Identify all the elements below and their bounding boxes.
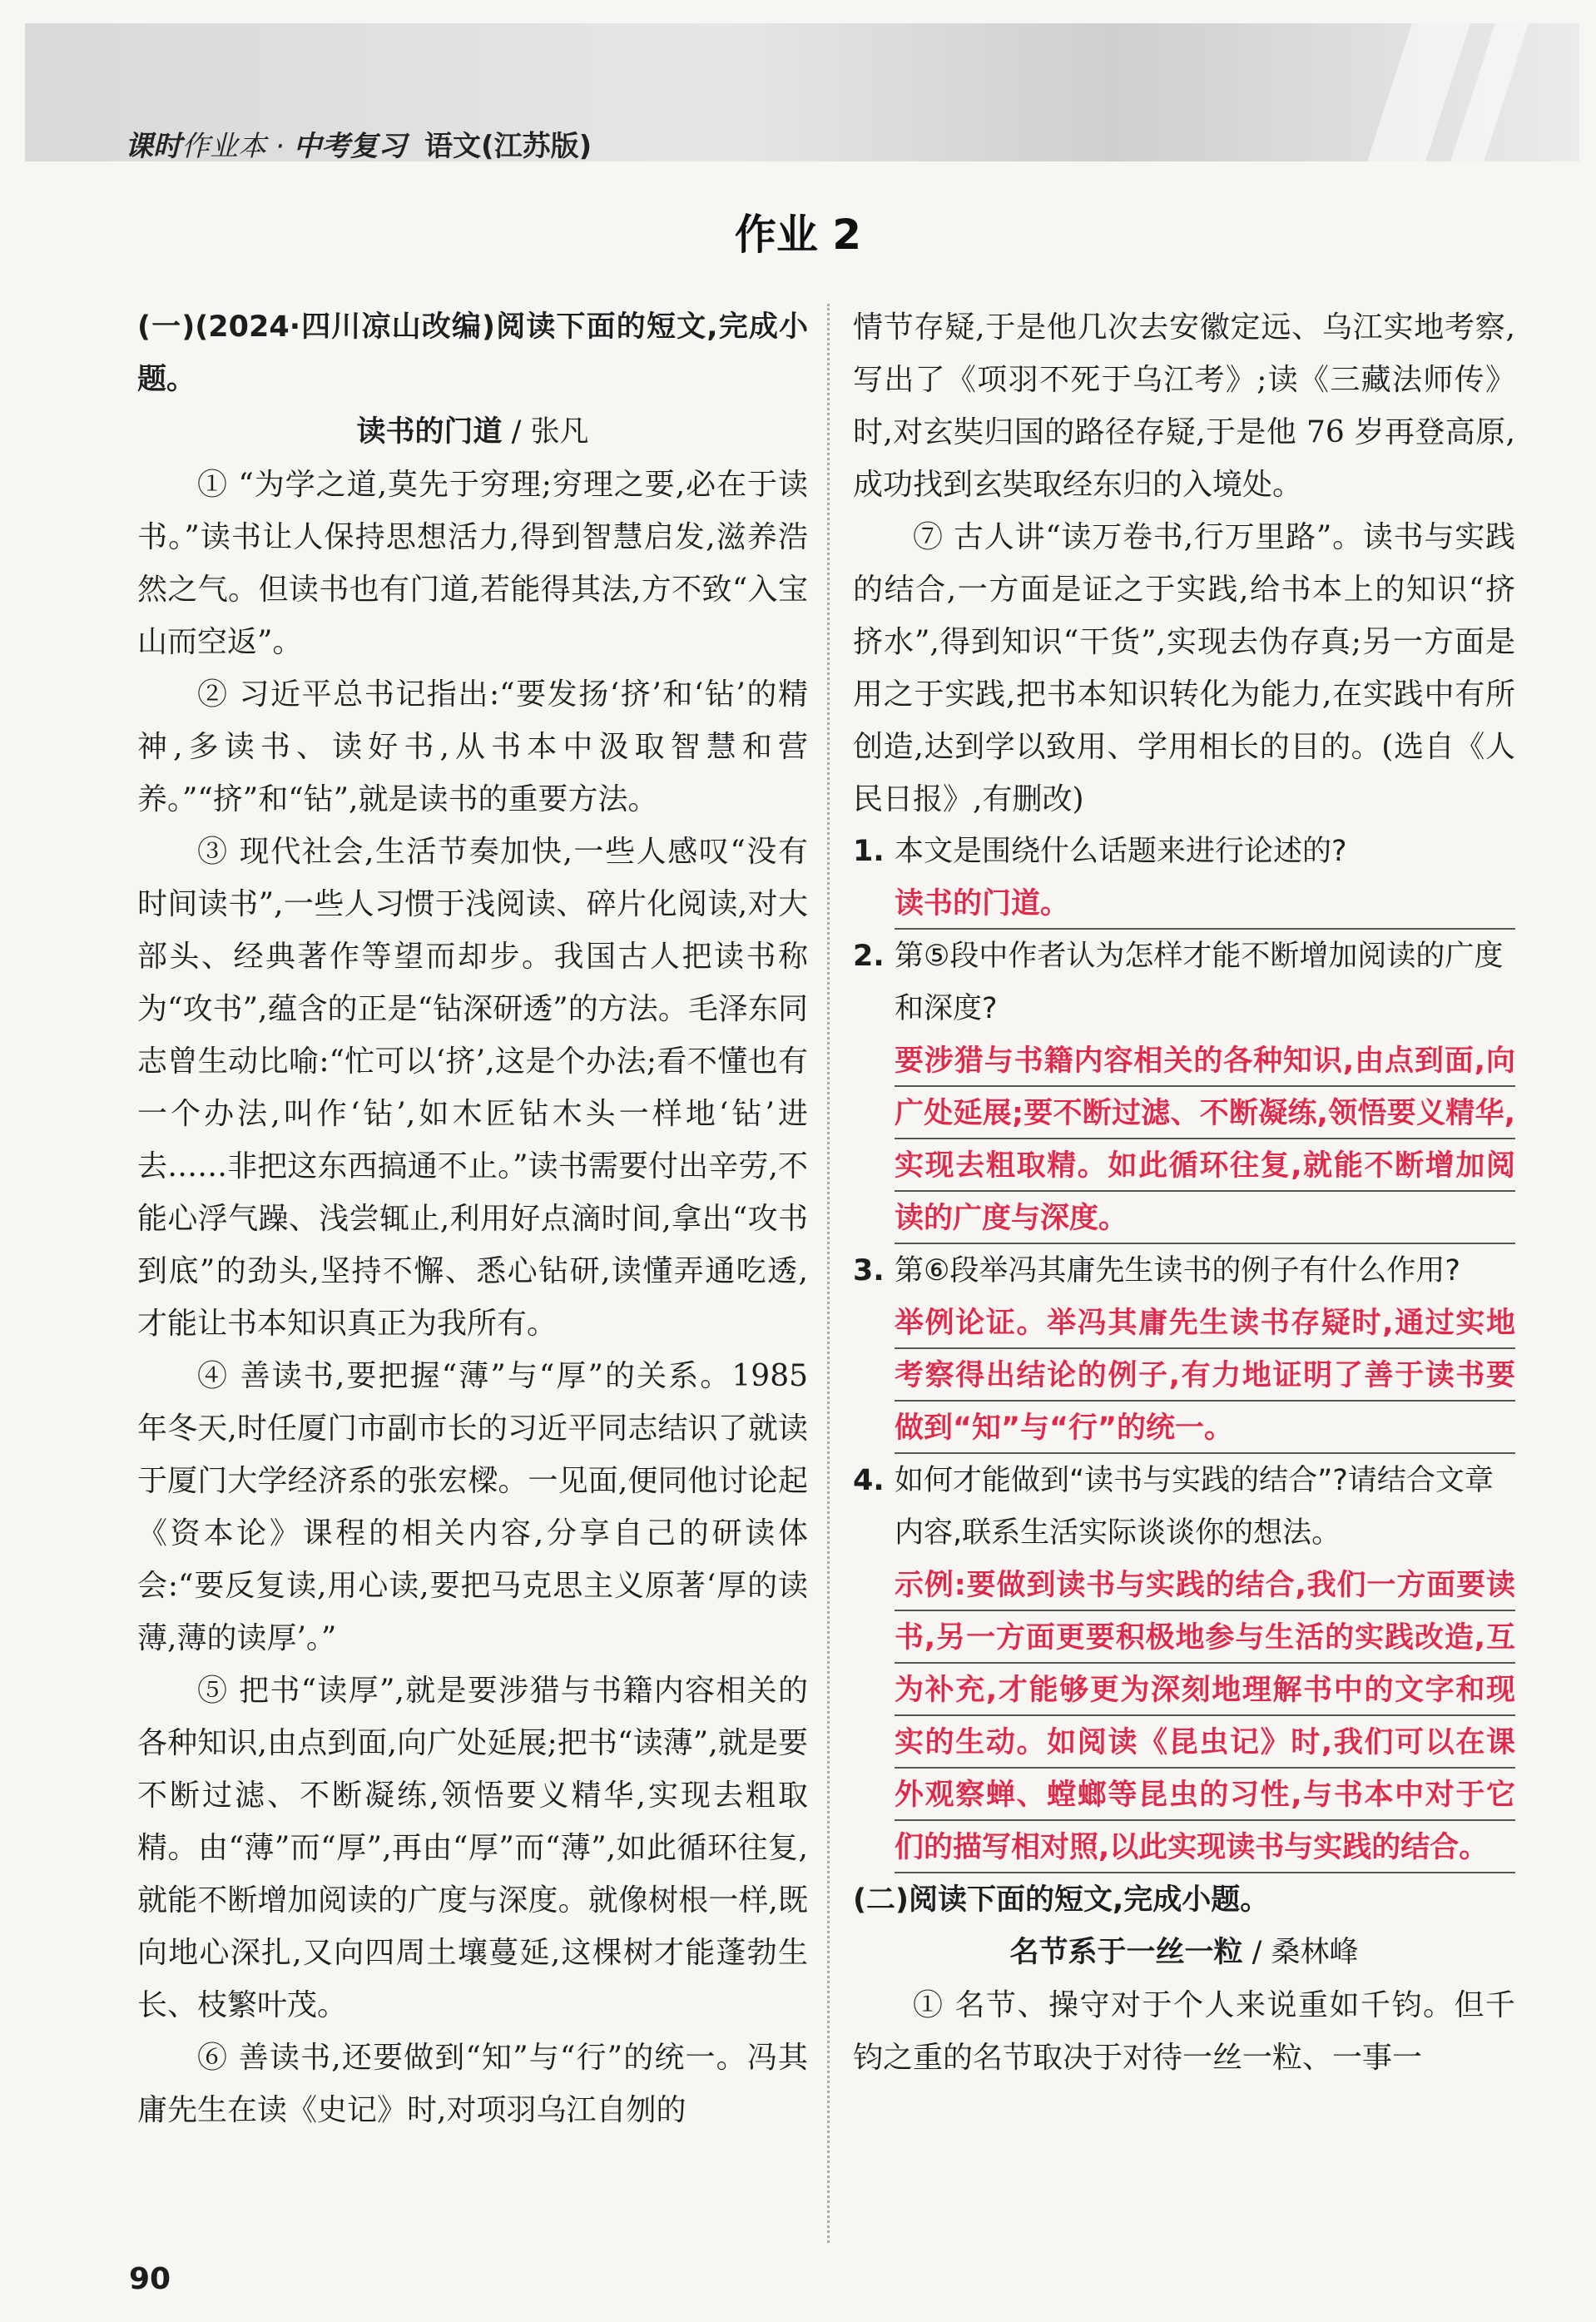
header-band: [25, 23, 1579, 161]
section-heading: (一)(2024·四川凉山改编)阅读下面的短文,完成小题。: [137, 310, 808, 396]
answer-text: 要涉猎与书籍内容相关的各种知识,由点到面,向广处延展;要不断过滤、不断凝练,领悟要义精华,实现去粗取精。如此循环往复,就能不断增加阅读的广度与深度。: [895, 1035, 1515, 1245]
paragraph: ③ 现代社会,生活节奏加快,一些人感叹“没有时间读书”,一些人习惯于浅阅读、碎片化阅读,对大部头、经典著作等望而却步。我国古人把读书称为“攻书”,蕴含的正是“钻深研透”的方法。毛泽东同志曾生动比喻:“忙可以‘挤’,这是个办法;看不懂也有一个办法,叫作‘钻’,如木匠钻木头一样地‘钻’进去……非把这东西搞通不止。”读书需要付出辛劳,不能心浮气躁、浅尝辄止,利用好点滴时间,拿出“攻书到底”的劲头,坚持不懈、悉心钻研,读懂弄通吃透,才能让书本知识真正为我所有。: [137, 835, 808, 1341]
paragraph: ① “为学之道,莫先于穷理;穷理之要,必在于读书。”读书让人保持思想活力,得到智慧启发,滋养浩然之气。但读书也有门道,若能得其法,方不致“入宝山而空返”。: [137, 468, 808, 659]
page-number: 90: [129, 2262, 171, 2296]
paragraph: ⑥ 善读书,还要做到“知”与“行”的统一。冯其庸先生在读《史记》时,对项羽乌江自刎的: [137, 2041, 808, 2127]
header-stripe: [1367, 23, 1470, 161]
paragraph: ② 习近平总书记指出:“要发扬‘挤’和‘钻’的精神,多读书、读好书,从书本中汲取智慧和营养。”“挤”和“钻”,就是读书的重要方法。: [137, 677, 808, 816]
question: 4. 如何才能做到“读书与实践的结合”?请结合文章内容,联系生活实际谈谈你的想法。: [853, 1464, 1494, 1550]
question: 1. 本文是围绕什么话题来进行论述的?: [853, 835, 1347, 868]
answer-text: 举例论证。举冯其庸先生读书存疑时,通过实地考察得出结论的例子,有力地证明了善于读书要做到“知”与“行”的统一。: [895, 1297, 1515, 1455]
right-column: [853, 301, 1515, 2084]
running-header: 课时作业本 · 中考复习 语文(江苏版): [125, 130, 592, 163]
question: 2. 第⑤段中作者认为怎样才能不断增加阅读的广度和深度?: [853, 940, 1504, 1025]
answer-text: 示例:要做到读书与实践的结合,我们一方面要读书,另一方面更要积极地参与生活的实践改造,互为补充,才能够更为深刻地理解书中的文字和现实的生动。如阅读《昆虫记》时,我们可以在课外观察蝉、螳螂等昆虫的习性,与书本中对于它们的描写相对照,以此实现读书与实践的结合。: [895, 1560, 1515, 1874]
paragraph: ⑦ 古人讲“读万卷书,行万里路”。读书与实践的结合,一方面是证之于实践,给书本上的知识“挤挤水”,得到知识“干货”,实现去伪存真;另一方面是用之于实践,把书本知识转化为能力,在实践中有所创造,达到学以致用、学用相长的目的。(选自《人民日报》,有删改): [853, 520, 1515, 816]
answer-text: 读书的门道。: [895, 878, 1515, 930]
paragraph: ① 名节、操守对于个人来说重如千钧。但千钧之重的名节取决于对待一丝一粒、一事一: [853, 1988, 1515, 2075]
section-heading: (二)阅读下面的短文,完成小题。: [853, 1883, 1270, 1917]
page-title: 作业 2: [734, 211, 862, 259]
article-title: 读书的门道 / 张凡: [356, 415, 589, 449]
question: 3. 第⑥段举冯其庸先生读书的例子有什么作用?: [853, 1254, 1460, 1288]
column-divider: [827, 304, 830, 2243]
paragraph: ⑤ 把书“读厚”,就是要涉猎与书籍内容相关的各种知识,由点到面,向广处延展;把书“读薄”,就是要不断过滤、不断凝练,领悟要义精华,实现去粗取精。由“薄”而“厚”,再由“厚”而“薄”,如此循环往复,就能不断增加阅读的广度与深度。就像树根一样,既向地心深扎,又向四周土壤蔓延,这棵树才能蓬勃生长、枝繁叶茂。: [137, 1674, 808, 2022]
left-column: [137, 301, 808, 2136]
article-title: 名节系于一丝一粒 / 桑林峰: [1009, 1936, 1359, 1969]
paragraph: ④ 善读书,要把握“薄”与“厚”的关系。1985 年冬天,时任厦门市副市长的习近平同志结识了就读于厦门大学经济系的张宏樑。一见面,便同他讨论起《资本论》课程的相关内容,分享自己的研读体会:“要反复读,用心读,要把马克思主义原著‘厚的读薄,薄的读厚’。”: [137, 1359, 808, 1655]
paragraph: 情节存疑,于是他几次去安徽定远、乌江实地考察,写出了《项羽不死于乌江考》;读《三藏法师传》时,对玄奘归国的路径存疑,于是他 76 岁再登高原,成功找到玄奘取经东归的入境处。: [853, 310, 1515, 502]
